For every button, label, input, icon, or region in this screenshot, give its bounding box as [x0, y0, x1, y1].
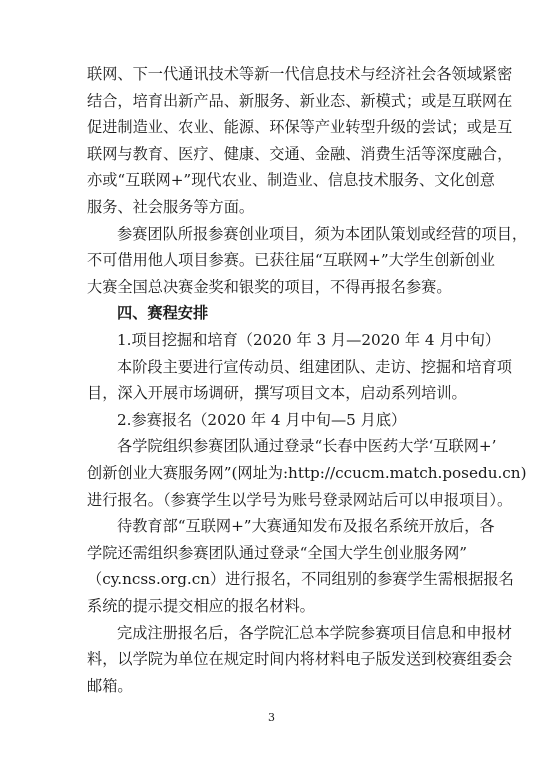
- paragraph-line: 服务、社会服务等方面。: [87, 198, 255, 216]
- subsection-heading: 2.参赛报名（2020 年 4 月中旬—5 月底）: [117, 410, 407, 429]
- paragraph-line: 创新创业大赛服务网”(网址为:http://ccucm.match.posedu.cn): [87, 464, 527, 482]
- paragraph-line: （cy.ncss.org.cn）进行报名，不同组别的参赛学生需根据报名: [87, 570, 514, 589]
- paragraph-line: 本阶段主要进行宣传动员、组建团队、走访、挖掘和培育项: [117, 357, 512, 376]
- paragraph-line: 大赛全国总决赛金奖和银奖的项目，不得再报名参赛。: [87, 277, 452, 296]
- paragraph-line: 联网与教育、医疗、健康、交通、金融、消费生活等深度融合，: [87, 144, 513, 163]
- subsection-heading: 1.项目挖掘和培育（2020 年 3 月—2020 年 4 月中旬）: [117, 331, 501, 349]
- paragraph-line: 促进制造业、农业、能源、环保等产业转型升级的尝试；或是互: [87, 118, 513, 137]
- paragraph-line: 进行报名。（参赛学生以学号为账号登录网站后可以申报项目）。: [87, 490, 513, 509]
- page-number: 3: [268, 711, 275, 724]
- paragraph-line: 目，深入开展市场调研，撰写项目文本，启动系列培训。: [87, 384, 467, 403]
- paragraph-line: 参赛团队所报参赛创业项目，须为本团队策划或经营的项目，: [117, 224, 528, 243]
- section-heading: 四、赛程安排: [117, 304, 209, 323]
- paragraph-line: 完成注册报名后，各学院汇总本学院参赛项目信息和申报材: [117, 623, 512, 642]
- paragraph-line: 联网、下一代通讯技术等新一代信息技术与经济社会各领域紧密: [87, 65, 513, 83]
- paragraph-line: 系统的提示提交相应的报名材料。: [87, 597, 315, 615]
- paragraph-line: 料，以学院为单位在规定时间内将材料电子版发送到校赛组委会: [87, 650, 513, 669]
- paragraph-line: 邮箱。: [87, 676, 133, 695]
- paragraph-line: 亦或“互联网+”现代农业、制造业、信息技术服务、文化创意: [87, 171, 495, 190]
- paragraph-line: 各学院组织参赛团队通过登录“长春中医药大学‘互联网+’: [117, 437, 497, 456]
- paragraph-line: 结合，培育出新产品、新服务、新业态、新模式；或是互联网在: [87, 91, 513, 110]
- paragraph-line: 学院还需组织参赛团队通过登录“全国大学生创业服务网”: [87, 543, 468, 562]
- paragraph-line: 待教育部“互联网+”大赛通知发布及报名系统开放后，各: [117, 517, 495, 536]
- paragraph-line: 不可借用他人项目参赛。已获往届“互联网+”大学生创新创业: [87, 251, 495, 270]
